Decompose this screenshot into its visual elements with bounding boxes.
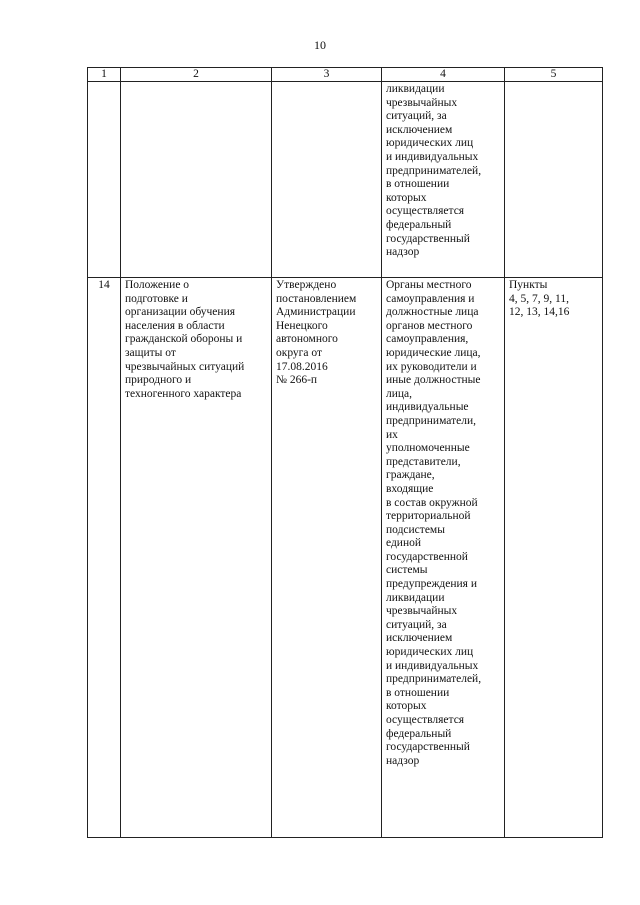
cell-text-line: предупреждения и <box>386 578 477 591</box>
cell-text-line: государственной <box>386 550 468 563</box>
cell-empty <box>505 82 603 278</box>
cell-text-line: техногенного характера <box>125 387 242 400</box>
cell-text-line: иные должностные <box>386 374 481 387</box>
cell-relevant-clauses <box>505 278 603 838</box>
cell-text-line: организации обучения <box>125 306 236 319</box>
column-number-2: 2 <box>121 68 272 82</box>
cell-text-line: Утверждено <box>276 279 337 291</box>
cell-text-line: 17.08.2016 <box>276 360 328 373</box>
cell-text-line: которых <box>386 700 427 713</box>
cell-text-line: федеральный <box>386 218 452 231</box>
cell-text-line: в состав окружной <box>386 496 478 509</box>
cell-text-line: их <box>386 428 398 441</box>
cell-text-line: чрезвычайных <box>386 605 458 618</box>
cell-text-line: органов местного <box>386 319 473 332</box>
cell-text-line: осуществляется <box>386 714 465 726</box>
cell-text-line: граждане, <box>386 469 435 482</box>
cell-text-line: Администрации <box>276 306 356 319</box>
cell-text-line: системы <box>386 564 428 577</box>
cell-text-line: осуществляется <box>386 205 465 218</box>
cell-text-line: надзор <box>386 246 420 259</box>
table-row-continued <box>88 82 603 278</box>
cell-text-line: исключением <box>386 123 453 136</box>
cell-text-line: их руководители и <box>386 360 477 373</box>
cell-text-line: подсистемы <box>386 523 445 536</box>
cell-empty <box>121 82 272 278</box>
cell-text-line: чрезвычайных ситуаций <box>125 360 245 373</box>
cell-text-line: самоуправления, <box>386 333 469 346</box>
cell-text-line: гражданской обороны и <box>125 333 243 346</box>
cell-text-line: государственный <box>386 232 470 245</box>
cell-text-line: представители, <box>386 455 461 468</box>
cell-text-line: природного и <box>125 374 192 387</box>
cell-text-line: предприниматели, <box>386 414 476 427</box>
cell-affected-parties <box>382 278 505 838</box>
cell-text-line: ситуаций, за <box>386 110 447 123</box>
cell-text-line: Положение о <box>125 279 190 291</box>
cell-text-line: постановлением <box>276 292 357 305</box>
cell-text-line: входящие <box>386 482 434 495</box>
cell-text-line: в отношении <box>386 686 450 699</box>
column-number-5: 5 <box>505 68 603 82</box>
cell-text-line: 12, 13, 14,16 <box>509 306 570 319</box>
cell-text-line: ликвидации <box>386 83 445 95</box>
cell-text-line: надзор <box>386 754 420 767</box>
page-number: 10 <box>314 38 326 52</box>
cell-text-line: юридических лиц <box>386 646 474 659</box>
cell-text-line: автономного <box>276 333 338 346</box>
cell-text-line: Пункты <box>509 279 548 291</box>
cell-text-line: № 266-п <box>276 374 318 387</box>
cell-text-line: Ненецкого <box>276 319 328 332</box>
cell-text-line: населения в области <box>125 319 225 332</box>
cell-text-line: Органы местного <box>386 279 472 291</box>
column-number-3: 3 <box>272 68 382 82</box>
table-header-row <box>88 68 603 82</box>
cell-text-line: и индивидуальных <box>386 659 479 672</box>
cell-text-line: юридические лица, <box>386 346 481 359</box>
row-number: 14 <box>88 278 121 838</box>
cell-text-line: 4, 5, 7, 9, 11, <box>509 292 569 305</box>
cell-text-line: государственный <box>386 741 470 754</box>
cell-text-line: самоуправления и <box>386 292 475 305</box>
cell-text-line: которых <box>386 191 427 204</box>
cell-empty <box>272 82 382 278</box>
cell-text-line: округа от <box>276 346 323 359</box>
cell-text-line: в отношении <box>386 178 450 191</box>
cell-text-line: чрезвычайных <box>386 96 458 109</box>
cell-text-line: ликвидации <box>386 591 445 604</box>
cell-text-line: предпринимателей, <box>386 164 482 177</box>
cell-text-line: подготовке и <box>125 292 188 305</box>
cell-empty <box>88 82 121 278</box>
cell-text-line: лица, <box>386 387 413 400</box>
column-number-1: 1 <box>88 68 121 82</box>
cell-text-line: и индивидуальных <box>386 150 479 163</box>
cell-text-line: индивидуальные <box>386 401 469 414</box>
cell-text-line: единой <box>386 537 422 550</box>
cell-text-line: должностные лица <box>386 306 479 319</box>
cell-text-line: исключением <box>386 632 453 645</box>
regulation-table <box>87 67 603 838</box>
cell-text-line: предпринимателей, <box>386 673 482 686</box>
cell-affected-parties-continued <box>382 82 505 278</box>
cell-text-line: территориальной <box>386 510 471 523</box>
column-number-4: 4 <box>382 68 505 82</box>
cell-text-line: ситуаций, за <box>386 618 447 631</box>
cell-text-line: федеральный <box>386 727 452 740</box>
table-row-14 <box>88 278 603 838</box>
cell-approval-details <box>272 278 382 838</box>
cell-text-line: защиты от <box>125 346 176 359</box>
cell-text-line: юридических лиц <box>386 137 474 150</box>
cell-document-title <box>121 278 272 838</box>
cell-text-line: уполномоченные <box>386 442 470 455</box>
